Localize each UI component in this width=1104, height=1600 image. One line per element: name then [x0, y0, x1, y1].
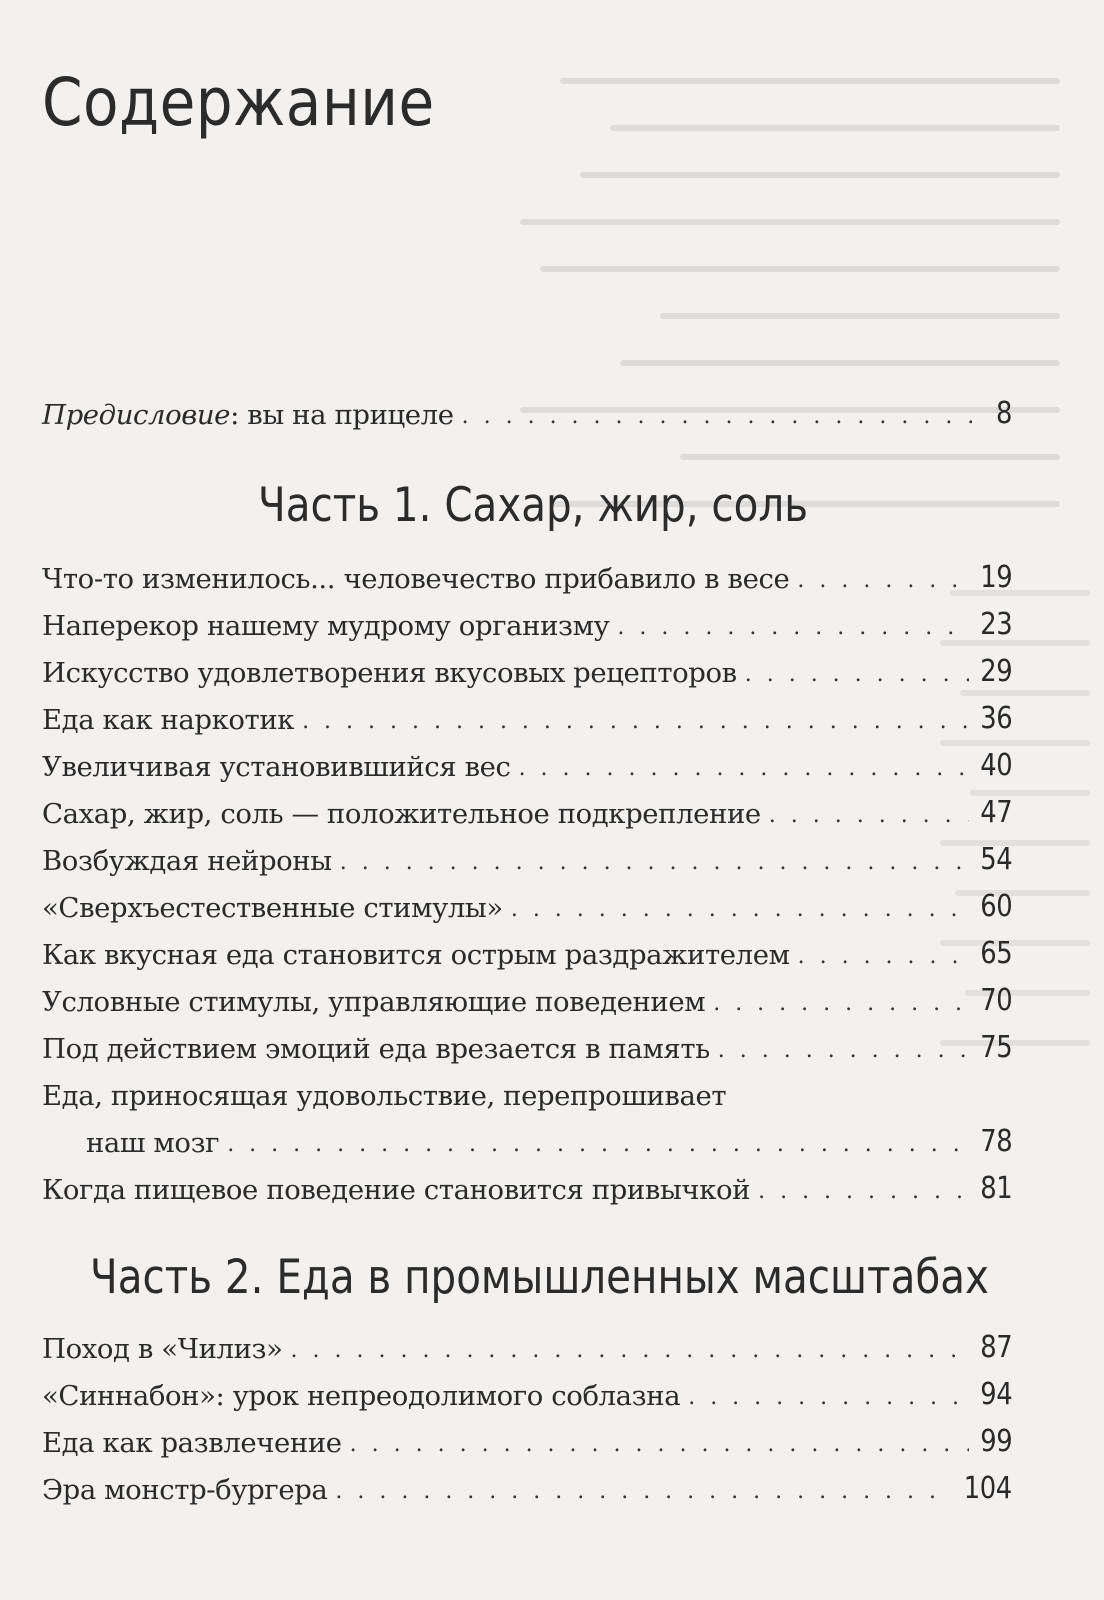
page-number: 8	[996, 396, 1012, 431]
toc-entry[interactable]	[42, 593, 1012, 640]
dot-leader	[718, 1040, 969, 1063]
entry-line-1	[42, 1063, 1012, 1110]
dot-leader	[769, 805, 969, 828]
entry-title	[42, 398, 462, 431]
toc-entry[interactable]	[42, 1157, 1012, 1204]
toc-entry-multiline[interactable]	[42, 1063, 1012, 1157]
dot-leader	[713, 993, 969, 1016]
entry-title: Сахар, жир, соль — положительное подкрепление	[42, 797, 761, 830]
part-heading: Часть 1. Сахар, жир, соль	[258, 478, 809, 533]
page-number: 19	[980, 560, 1012, 595]
toc-entry[interactable]	[42, 875, 1012, 922]
entry-line-2	[42, 1110, 1012, 1157]
entry-title: Поход в «Чилиз»	[42, 1332, 283, 1365]
page-number: 87	[980, 1330, 1012, 1365]
dot-leader	[798, 946, 969, 969]
page-number: 78	[980, 1124, 1012, 1159]
toc-entry-preface[interactable]	[42, 382, 1012, 429]
page-number: 99	[980, 1424, 1012, 1459]
dot-leader	[688, 1387, 969, 1410]
page-number: 36	[980, 701, 1012, 736]
entry-title: Условные стимулы, управляющие поведением	[42, 985, 706, 1018]
dot-leader	[350, 1434, 969, 1457]
part-2-entries	[42, 1316, 1012, 1504]
page-number: 65	[980, 936, 1012, 971]
page-number: 94	[980, 1377, 1012, 1412]
toc-entry[interactable]	[42, 734, 1012, 781]
dot-leader	[227, 1134, 969, 1157]
entry-title-rest: : вы на прицеле	[230, 398, 454, 431]
dot-leader	[340, 852, 969, 875]
page-title: Содержание	[42, 64, 435, 141]
page-number: 70	[980, 983, 1012, 1018]
dot-leader	[745, 664, 969, 687]
entry-title: Возбуждая нейроны	[42, 844, 332, 877]
toc-entry[interactable]	[42, 1457, 1012, 1504]
entry-title: Наперекор нашему мудрому организму	[42, 609, 610, 642]
entry-title: Что-то изменилось... человечество прибавило в весе	[42, 562, 790, 595]
dot-leader	[511, 899, 969, 922]
toc-entry[interactable]	[42, 1316, 1012, 1363]
entry-title: Под действием эмоций еда врезается в память	[42, 1032, 710, 1065]
dot-leader	[335, 1481, 950, 1504]
entry-title: Увеличивая установившийся вес	[42, 750, 511, 783]
dot-leader	[302, 711, 969, 734]
dot-leader	[291, 1340, 969, 1363]
toc-entry[interactable]	[42, 969, 1012, 1016]
entry-title: Еда, приносящая удовольствие, перепрошивает	[42, 1079, 727, 1112]
page-number: 47	[980, 795, 1012, 830]
bleed-through-text	[520, 70, 1080, 530]
page-number: 29	[980, 654, 1012, 689]
page-number: 75	[980, 1030, 1012, 1065]
dot-leader	[797, 570, 968, 593]
dot-leader	[758, 1181, 969, 1204]
page-number: 81	[980, 1171, 1012, 1206]
entry-title: «Синнабон»: урок непреодолимого соблазна	[42, 1379, 681, 1412]
entry-title: Эра монстр-бургера	[42, 1473, 328, 1506]
entry-title: Искусство удовлетворения вкусовых рецепторов	[42, 656, 737, 689]
dot-leader	[519, 758, 969, 781]
toc-entry[interactable]	[42, 687, 1012, 734]
page-number: 40	[980, 748, 1012, 783]
entry-title-italic: Предисловие	[42, 398, 231, 431]
toc-entry[interactable]	[42, 546, 1012, 593]
toc-entry[interactable]	[42, 1363, 1012, 1410]
toc-entry[interactable]	[42, 640, 1012, 687]
page-number: 54	[980, 842, 1012, 877]
toc-entry[interactable]	[42, 781, 1012, 828]
part-heading: Часть 2. Еда в промышленных масштабах	[90, 1250, 989, 1305]
entry-title: Еда как развлечение	[42, 1426, 342, 1459]
entry-title: Когда пищевое поведение становится привычкой	[42, 1173, 751, 1206]
dot-leader	[617, 617, 968, 640]
page-number: 60	[980, 889, 1012, 924]
toc-entry[interactable]	[42, 922, 1012, 969]
page-number: 104	[964, 1471, 1012, 1506]
toc-entry[interactable]	[42, 1410, 1012, 1457]
entry-title-continuation: наш мозг	[86, 1126, 220, 1159]
entry-title: Как вкусная еда становится острым раздражителем	[42, 938, 790, 971]
page-number: 23	[980, 607, 1012, 642]
preface-list	[42, 382, 1012, 429]
entry-title: «Сверхъестественные стимулы»	[42, 891, 503, 924]
toc-entry[interactable]	[42, 1016, 1012, 1063]
part-1-entries	[42, 546, 1012, 1204]
entry-title: Еда как наркотик	[42, 703, 295, 736]
toc-entry[interactable]	[42, 828, 1012, 875]
dot-leader	[462, 406, 972, 429]
